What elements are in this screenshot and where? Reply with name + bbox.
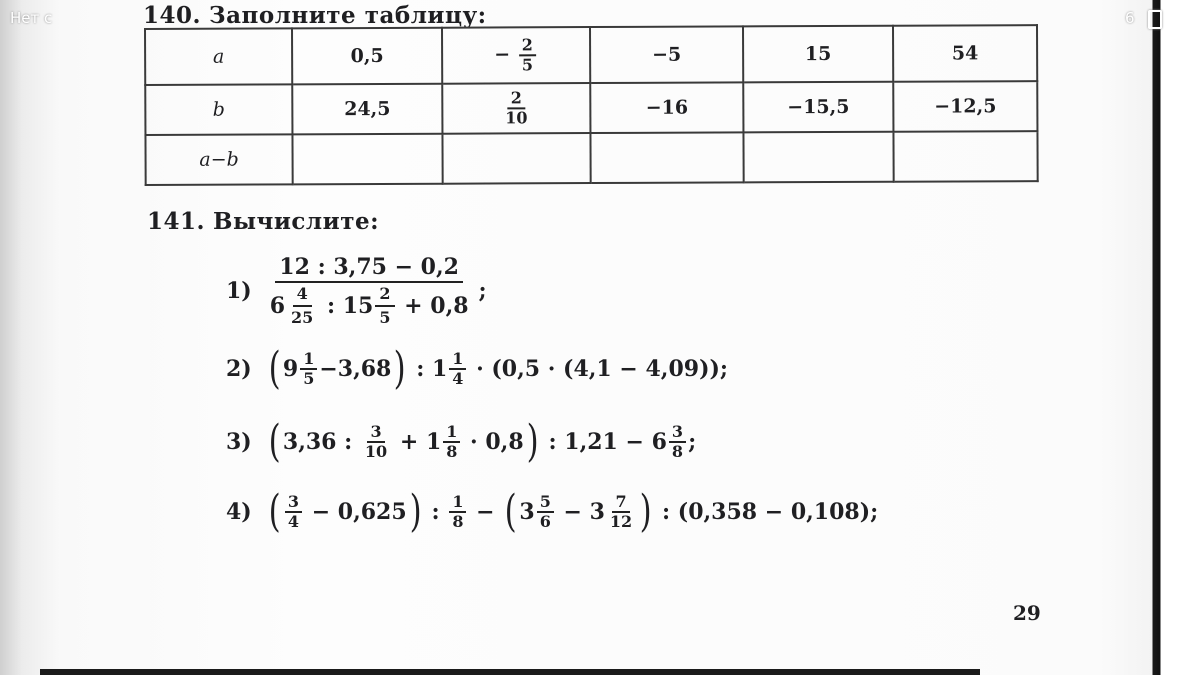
exercise-title: Вычислите: xyxy=(213,208,380,235)
item-label: 1) xyxy=(226,277,252,304)
expression-text: · 0,8 xyxy=(462,429,524,455)
denominator: 6 xyxy=(539,511,551,531)
expression-text: − xyxy=(468,499,503,525)
battery-icon xyxy=(1148,10,1162,29)
fraction xyxy=(285,491,302,531)
numerator: 2 xyxy=(519,37,536,56)
minus-sign: − xyxy=(494,43,511,66)
numerator: 1 xyxy=(443,424,460,443)
table-row-b xyxy=(145,81,1037,135)
numerator: 2 xyxy=(508,90,525,109)
numerator: 4 xyxy=(293,285,312,307)
numerator: 1 xyxy=(449,494,466,513)
expression-text: − 3 xyxy=(555,499,605,525)
denominator: 5 xyxy=(521,54,534,74)
numerator: 1 xyxy=(300,351,317,370)
denominator: 10 xyxy=(364,441,388,461)
empty-cell xyxy=(743,132,893,183)
exercise-140-heading xyxy=(143,2,487,29)
table-cell: 0,5 xyxy=(292,28,442,85)
expression-text: : (0,358 − 0,108); xyxy=(654,499,879,525)
numerator: 2 xyxy=(375,285,394,307)
terminator: ; xyxy=(478,277,487,304)
denominator: 25 xyxy=(291,307,314,327)
fraction xyxy=(537,491,554,531)
denominator: 5 xyxy=(379,307,391,327)
item-label: 4) xyxy=(226,499,252,525)
item-label: 3) xyxy=(226,429,252,455)
fraction xyxy=(519,37,536,73)
fraction xyxy=(502,90,530,127)
page-number: 29 xyxy=(1013,601,1041,625)
denominator: 8 xyxy=(446,441,458,461)
row-label-a-minus-b: a−b xyxy=(145,134,292,185)
numerator: 1 xyxy=(449,351,466,370)
fraction xyxy=(362,421,390,461)
expression-3 xyxy=(226,416,697,467)
denominator: 12 xyxy=(609,511,633,531)
fraction xyxy=(449,348,466,388)
numerator: 12 : 3,75 − 0,2 xyxy=(275,255,463,283)
denominator: 10 xyxy=(505,107,528,128)
table-cell: −5 xyxy=(590,26,743,83)
expression-text: + 0,8 xyxy=(396,292,469,319)
left-paren-glyph: ( xyxy=(268,486,281,537)
expression-1 xyxy=(226,255,487,326)
expression-text: : 1 xyxy=(408,356,448,382)
status-text: Нет с xyxy=(10,9,53,27)
denominator: 5 xyxy=(303,368,315,388)
expression-text: − 0,625 xyxy=(304,499,407,525)
page-bottom-edge xyxy=(40,669,980,675)
fraction xyxy=(607,491,635,531)
expression-text: 3,36 : xyxy=(282,429,360,455)
fraction xyxy=(669,421,686,461)
right-paren-glyph: ) xyxy=(526,416,539,467)
table-cell: 54 xyxy=(893,25,1037,82)
table-cell: −15,5 xyxy=(743,82,893,133)
table-cell: −16 xyxy=(590,82,743,133)
terminator: ; xyxy=(688,429,697,455)
denominator: 8 xyxy=(452,511,464,531)
denominator: 4 xyxy=(452,368,464,388)
table-cell: 24,5 xyxy=(292,84,442,135)
exercise-number: 140. xyxy=(143,2,202,29)
table-cell: −12,5 xyxy=(893,81,1037,132)
table-cell xyxy=(442,27,590,84)
operator: : xyxy=(319,292,343,319)
fraction xyxy=(443,421,460,461)
numerator: 5 xyxy=(537,494,554,513)
expression-text: + 1 xyxy=(392,429,442,455)
numerator: 3 xyxy=(285,494,302,513)
expression-text: · (0,5 · (4,1 − 4,09)); xyxy=(468,356,729,382)
whole-part: 9 xyxy=(282,356,299,382)
empty-cell xyxy=(442,133,590,184)
empty-cell xyxy=(893,131,1037,182)
denominator xyxy=(266,283,473,326)
right-paren-glyph: ) xyxy=(393,343,406,394)
numerator: 7 xyxy=(612,494,629,513)
fraction xyxy=(449,491,466,531)
whole-part: 3 xyxy=(519,499,535,525)
row-label-b: b xyxy=(145,84,292,135)
row-label-a: a xyxy=(145,28,292,85)
expression-4 xyxy=(226,486,879,537)
expression-text: : xyxy=(423,499,448,525)
fraction xyxy=(287,285,317,326)
table-cell xyxy=(442,83,590,134)
battery-percent: 6 xyxy=(1125,9,1135,27)
empty-cell xyxy=(292,134,442,185)
whole-part: 15 xyxy=(342,292,374,319)
fraction xyxy=(375,285,394,326)
item-label: 2) xyxy=(226,356,252,382)
expression-text: : 1,21 − 6 xyxy=(540,429,667,455)
denominator: 8 xyxy=(671,441,684,461)
whole-part: 6 xyxy=(269,292,286,319)
table-cell: 15 xyxy=(743,26,893,83)
empty-cell xyxy=(590,132,743,183)
numerator: 3 xyxy=(669,424,686,443)
left-paren-glyph: ( xyxy=(268,343,281,394)
left-paren-glyph: ( xyxy=(268,416,281,467)
table-row-a xyxy=(145,25,1037,85)
numerator: 3 xyxy=(367,424,384,443)
complex-fraction xyxy=(266,255,473,326)
right-paren-glyph: ) xyxy=(409,486,422,537)
fraction xyxy=(300,348,317,388)
table-row-a-minus-b xyxy=(145,131,1037,185)
exercise-141-heading xyxy=(147,208,379,235)
expression-text: −3,68 xyxy=(319,356,392,382)
left-paren-glyph: ( xyxy=(504,486,517,537)
values-table xyxy=(144,24,1039,186)
exercise-title: Заполните таблицу: xyxy=(209,2,487,29)
expression-2 xyxy=(226,343,729,394)
right-paren-glyph: ) xyxy=(639,486,652,537)
exercise-number: 141. xyxy=(147,208,206,235)
denominator: 4 xyxy=(287,511,300,531)
